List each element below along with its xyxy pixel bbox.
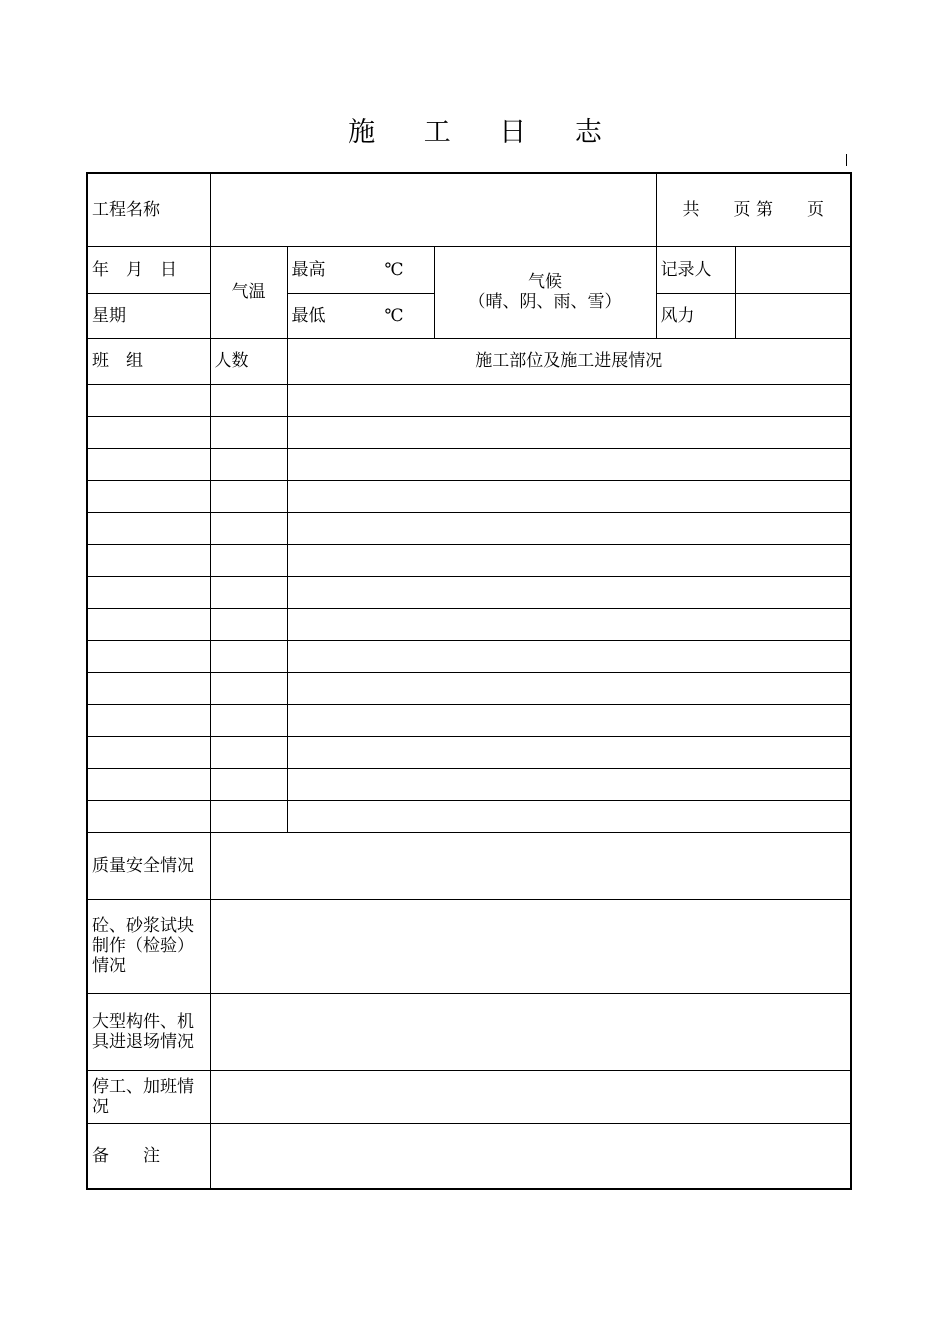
progress-cell[interactable] bbox=[287, 640, 851, 672]
wind-field[interactable] bbox=[735, 293, 851, 338]
remarks-row bbox=[87, 1123, 851, 1189]
progress-cell[interactable] bbox=[287, 704, 851, 736]
temperature-label: 气温 bbox=[210, 246, 287, 338]
concrete-test-row bbox=[87, 899, 851, 993]
team-cell[interactable] bbox=[87, 608, 210, 640]
team-cell[interactable] bbox=[87, 736, 210, 768]
date-row bbox=[87, 246, 851, 293]
progress-cell[interactable] bbox=[287, 544, 851, 576]
team-column-header: 班 组 bbox=[87, 338, 210, 384]
stoppage-field[interactable] bbox=[210, 1070, 851, 1123]
progress-cell[interactable] bbox=[287, 672, 851, 704]
headcount-cell[interactable] bbox=[210, 448, 287, 480]
progress-cell[interactable] bbox=[287, 512, 851, 544]
temp-high-cell[interactable] bbox=[287, 246, 434, 293]
team-cell[interactable] bbox=[87, 672, 210, 704]
project-row bbox=[87, 173, 851, 246]
table-row bbox=[87, 672, 851, 704]
table-row bbox=[87, 736, 851, 768]
team-cell[interactable] bbox=[87, 640, 210, 672]
date-label: 年 月 日 bbox=[87, 246, 210, 293]
table-row bbox=[87, 416, 851, 448]
temp-low-unit: ℃ bbox=[384, 305, 404, 326]
construction-log-table bbox=[86, 172, 852, 1190]
table-row bbox=[87, 800, 851, 832]
page-count-label: 共 页 第 页 bbox=[656, 173, 851, 246]
headcount-cell[interactable] bbox=[210, 576, 287, 608]
weather-options: （晴、阴、雨、雪） bbox=[468, 292, 622, 312]
team-cell[interactable] bbox=[87, 480, 210, 512]
team-cell[interactable] bbox=[87, 800, 210, 832]
progress-cell[interactable] bbox=[287, 416, 851, 448]
table-row bbox=[87, 512, 851, 544]
progress-column-header: 施工部位及施工进展情况 bbox=[287, 338, 851, 384]
team-cell[interactable] bbox=[87, 576, 210, 608]
table-row bbox=[87, 544, 851, 576]
quality-safety-row bbox=[87, 832, 851, 899]
progress-cell[interactable] bbox=[287, 384, 851, 416]
weekday-label: 星期 bbox=[87, 293, 210, 338]
remarks-field[interactable] bbox=[210, 1123, 851, 1189]
quality-safety-field[interactable] bbox=[210, 832, 851, 899]
team-cell[interactable] bbox=[87, 512, 210, 544]
temp-high-unit: ℃ bbox=[384, 259, 404, 280]
temp-low-cell[interactable] bbox=[287, 293, 434, 338]
weather-label: 气候 bbox=[528, 272, 562, 292]
wind-label: 风力 bbox=[656, 293, 735, 338]
headcount-cell[interactable] bbox=[210, 512, 287, 544]
table-row bbox=[87, 640, 851, 672]
work-rows bbox=[87, 384, 851, 832]
headcount-cell[interactable] bbox=[210, 736, 287, 768]
progress-cell[interactable] bbox=[287, 480, 851, 512]
large-components-row bbox=[87, 993, 851, 1070]
headcount-cell[interactable] bbox=[210, 704, 287, 736]
team-cell[interactable] bbox=[87, 384, 210, 416]
recorder-field[interactable] bbox=[735, 246, 851, 293]
progress-cell[interactable] bbox=[287, 736, 851, 768]
table-row bbox=[87, 384, 851, 416]
recorder-label: 记录人 bbox=[656, 246, 735, 293]
headcount-cell[interactable] bbox=[210, 480, 287, 512]
table-row bbox=[87, 704, 851, 736]
corner-mark bbox=[846, 154, 847, 166]
quality-safety-label: 质量安全情况 bbox=[87, 832, 210, 899]
table-row bbox=[87, 576, 851, 608]
project-name-label: 工程名称 bbox=[87, 173, 210, 246]
headcount-cell[interactable] bbox=[210, 640, 287, 672]
headcount-cell[interactable] bbox=[210, 672, 287, 704]
team-cell[interactable] bbox=[87, 704, 210, 736]
team-cell[interactable] bbox=[87, 544, 210, 576]
table-row bbox=[87, 608, 851, 640]
remarks-label: 备 注 bbox=[87, 1123, 210, 1189]
headcount-cell[interactable] bbox=[210, 608, 287, 640]
stoppage-row bbox=[87, 1070, 851, 1123]
progress-cell[interactable] bbox=[287, 768, 851, 800]
headcount-cell[interactable] bbox=[210, 544, 287, 576]
column-header-row bbox=[87, 338, 851, 384]
temp-high-label: 最高 bbox=[291, 259, 326, 280]
team-cell[interactable] bbox=[87, 768, 210, 800]
headcount-cell[interactable] bbox=[210, 384, 287, 416]
page-title: 施 工 日 志 bbox=[348, 117, 622, 148]
large-components-label: 大型构件、机具进退场情况 bbox=[87, 993, 210, 1070]
progress-cell[interactable] bbox=[287, 448, 851, 480]
temp-low-label: 最低 bbox=[291, 305, 326, 326]
table-row bbox=[87, 768, 851, 800]
progress-cell[interactable] bbox=[287, 576, 851, 608]
table-row bbox=[87, 448, 851, 480]
progress-cell[interactable] bbox=[287, 800, 851, 832]
team-cell[interactable] bbox=[87, 448, 210, 480]
weather-cell[interactable] bbox=[434, 246, 656, 338]
team-cell[interactable] bbox=[87, 416, 210, 448]
stoppage-label: 停工、加班情况 bbox=[87, 1070, 210, 1123]
project-name-field[interactable] bbox=[210, 173, 656, 246]
headcount-cell[interactable] bbox=[210, 416, 287, 448]
concrete-test-field[interactable] bbox=[210, 899, 851, 993]
table-row bbox=[87, 480, 851, 512]
headcount-column-header: 人数 bbox=[210, 338, 287, 384]
large-components-field[interactable] bbox=[210, 993, 851, 1070]
headcount-cell[interactable] bbox=[210, 768, 287, 800]
concrete-test-label: 砼、砂浆试块制作（检验）情况 bbox=[87, 899, 210, 993]
headcount-cell[interactable] bbox=[210, 800, 287, 832]
progress-cell[interactable] bbox=[287, 608, 851, 640]
